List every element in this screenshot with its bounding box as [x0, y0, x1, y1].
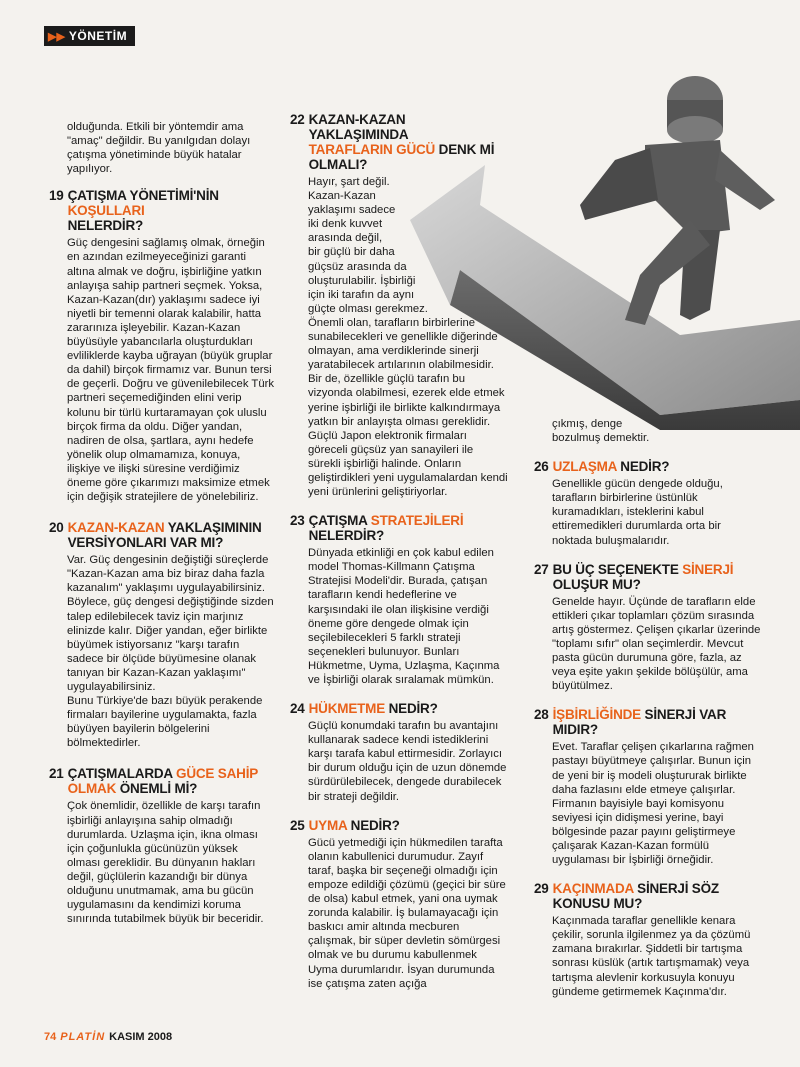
section-27	[534, 562, 762, 694]
section-29-body: Kaçınmada taraflar genellikle kenara çekilir, sorunla ilgilenmez ya da çözümü zamana bırakırlar. Şiddetli bir tartışma sonrası küslük (artık tartışmamak) veya tartışma alevlenir korkusuyla konuyu gündeme getirmemek Kaçınma'dır.	[552, 915, 751, 998]
magazine-logo: PLATİN	[60, 1031, 106, 1043]
section-24	[290, 701, 508, 804]
section-20	[49, 520, 274, 750]
section-22-heading: 22 KAZAN-KAZAN YAKLAŞIMINDA TARAFLARIN GÜCÜ DENK Mİ OLMALI?	[290, 112, 495, 172]
section-21-heading: 21 ÇATIŞMALARDA GÜCE SAHİP OLMAK ÖNEMLİ Mİ?	[49, 766, 258, 797]
section-header	[44, 26, 135, 46]
section-22-short-lines: Hayır, şart değil. Kazan-Kazan yaklaşımı sadece iki denk kuvvet arasında değil, bir güçlü bir daha güçsüz arasında da oluşturulabilir. İşbirliği için iki tarafın da aynı güçte olması gerekmez.	[308, 176, 428, 315]
section-28-body: Evet. Taraflar çelişen çıkarlarına rağmen pastayı büyütmeye çalışırlar. Bunun için de yeni bir iş modeli oluştururak birlikte daha fazlasını elde etmeye çalışırlar. Firmanın bayisiyle bayi komisyonu seviyesi için didişmesi yerine, bayi bölgesinde pazar payını geliştirmeye çalışarak Kazan-Kazan formülü uygulaması bir İşbirliği örneğidir.	[552, 741, 754, 867]
chevron-right-icon: ▶▶	[48, 30, 65, 43]
section-24-body: Güçlü konumdaki tarafın bu avantajını kullanarak sadece kendi istediklerini karşı tarafa kabul ettirmesidir. Zorlayıcı bir durum olduğu için de uzun dönemde sürdürülebilecek, dengede durabilecek bir strateji değildir.	[308, 720, 507, 803]
section-20-body-1: Var. Güç dengesinin değiştiği süreçlerde "Kazan-Kazan ama biz biraz daha fazla kazanalım" yaklaşımı uygulayabilirsiniz. Böylece, güç dengesi değiştiğinde sizden talep edilebilecek taviz için marjınız elinizde kalır. Diğer yandan, eğer birlikte büyümek istiyorsanız "karşı tarafın sadece bir ölçüde büyümesine olanak tanıyan bir Kazan-Kazan yaklaşımı" uygulayabilirsiniz.	[67, 554, 274, 693]
section-25-heading: 25 UYMA NEDİR?	[290, 817, 400, 833]
page-footer	[44, 1031, 172, 1043]
column-3	[534, 417, 762, 999]
column-2	[290, 112, 508, 991]
section-26-body: Genellikle gücün dengede olduğu, tarafların birbirlerine üstünlük kuramadıkları, isteklerini kabul ettiremedikleri durumlarda orta bir noktada buluşmalarıdır.	[552, 478, 723, 547]
section-23-body: Dünyada etkinliği en çok kabul edilen model Thomas-Killmann Çatışma Stratejisi Modeli'dir. Burada, çatışan tarafların kendi hedeflerine ve karşısındaki ile olan ilişkisine verdiği öneme göre dengede olmak için seçilebilecekleri 5 farklı strateji seçenekleri bulunuyor. Bunları Hükmetme, Uyma, Uzlaşma, Kaçınma ve İşbirliği olarak sıralamak mümkün.	[308, 547, 500, 686]
section-23-heading: 23 ÇATIŞMA STRATEJİLERİ NELERDİR?	[290, 513, 464, 544]
column-1-intro: olduğunda. Etkili bir yöntemdir ama "amaç" değildir. Bu yanılgıdan dolayı çatışma yönetiminde büyük hatalar yapılıyor.	[67, 121, 251, 176]
section-27-body: Genelde hayır. Üçünde de tarafların elde ettikleri çıkar toplamları çözüm sırasında artış göstermez. Çelişen çıkarlar üzerinde "toplamı sıfır" olan seçimlerdir. Mevcut pasta gücün durumuna göre, fazla, az veya eşite yakın şekilde bölüşülür, ama büyütülmez.	[552, 595, 761, 693]
section-29	[534, 881, 762, 999]
section-25-body: Gücü yetmediği için hükmedilen tarafta olanın kabullenici durumudur. Zayıf taraf, başka bir seçeneği olmadığı için empoze edildiği çözümü (geçici bir süre de olsa) kabul etmek, yani ona uymak zorunda kalabilir. İş bulamayacağı için baskıcı amir altında mecburen çalışmak, bir süper devletin sömürgesi olmak ve bu durumu kabullenmek Uyma durumlarıdır. İsyan durumunda ise çatışma zaten açığa	[308, 836, 506, 990]
section-title: YÖNETİM	[68, 29, 128, 43]
section-20-body-2: Bunu Türkiye'de bazı büyük perakende firmaları bayilerine uygulamakta, fazla büyüyen bayilerin bölgelerini bölmektedirler.	[67, 695, 263, 750]
page-number: 74	[44, 1031, 57, 1043]
section-25	[290, 818, 508, 991]
section-27-heading: 27 BU ÜÇ SEÇENEKTE SİNERJİ OLUŞUR MU?	[534, 561, 734, 592]
section-26-heading: 26 UZLAŞMA NEDİR?	[534, 459, 670, 475]
section-22	[290, 112, 508, 499]
section-21-body: Çok önemlidir, özellikle de karşı tarafın işbirliği anlayışına sahip olmadığı durumlarda. Uzlaşma için, ikna olması için çoğunlukla gücünüzün yüksek olması gereklidir. Bu dünyanın hakları değil, güçlülerin kazandığı bir dünya olduğunu unutmamak, ama bu gücün uygulamasını da kendimizi koruma sınırında tutabilmek büyük bir beceridir.	[67, 800, 264, 926]
section-28-heading: 28 İŞBİRLİĞİNDE SİNERJİ VAR MIDIR?	[534, 707, 727, 738]
section-24-heading: 24 HÜKMETME NEDİR?	[290, 701, 438, 717]
section-28	[534, 707, 762, 867]
section-22-body: Önemli olan, tarafların birbirlerine sunabilecekleri ve genellikle diğerinde olmayan, ama verdiklerinde sinerji yaratabilecek artılarının olabilmesidir. Bir de, özellikle güçlü tarafın bu vizyonda olabilmesi, ezerek elde etmek yerine işbirliği ile birlikte kalkındırmaya yatkın bir anlayışta olması gereklidir. Güçlü Japon elektronik firmaları göreceli güçsüz yan sanayileri ile sürekli işbirliği halinde. Onların geliştirdikleri yeni uygulamalardan kendi yeni ürünlerini geliştiriyorlar.	[308, 316, 508, 499]
section-29-heading: 29 KAÇINMADA SİNERJİ SÖZ KONUSU MU?	[534, 881, 719, 912]
section-19-heading: 19 ÇATIŞMA YÖNETİMİ'NİN KOŞULLARI NELERDİR?	[49, 188, 219, 234]
section-19-body: Güç dengesini sağlamış olmak, örneğin en azından ezilmeyeceğinizi garanti altına almak ve doğru, işbirliğine yatkın anlayışa sahip partneri seçmek. Yoksa, Kazan-Kazan(dır) yaklaşımı sadece iyi niyetli bir temenni olarak kalabilir, hatta zararınıza işleyebilir. Kazan-Kazan büyüsüyle yabancılarla oluşturdukları evliliklerde kayba uğrayan (büyük gruplar da dahil) birçok firmamız var. Bunun tersi de geçerli. Doğru ve güvenilebilecek Türk partneri seçemediğinden elini verip kolunu bir türlü kurtaramayan çok uluslu birçok firma da oldu. Diğer yandan, nadiren de olsa, şartlara, aynı hedefe yönelik olup olmamamıza, konuya, ilişkiye ve ilişki süresine verdiğimiz öneme göre çıkarımızı maksimize etmek için değişik stratejilere de yönelebiliriz.	[67, 237, 275, 504]
column-3-intro: çıkmış, denge bozulmuş demektir.	[552, 418, 650, 445]
column-1	[49, 120, 275, 926]
section-21	[49, 766, 274, 926]
section-20-heading: 20 KAZAN-KAZAN YAKLAŞIMININ VERSİYONLARI VAR MI?	[49, 520, 262, 551]
section-26	[534, 459, 762, 547]
section-19	[49, 188, 274, 504]
issue-date: KASIM 2008	[109, 1031, 173, 1043]
section-23	[290, 513, 508, 687]
